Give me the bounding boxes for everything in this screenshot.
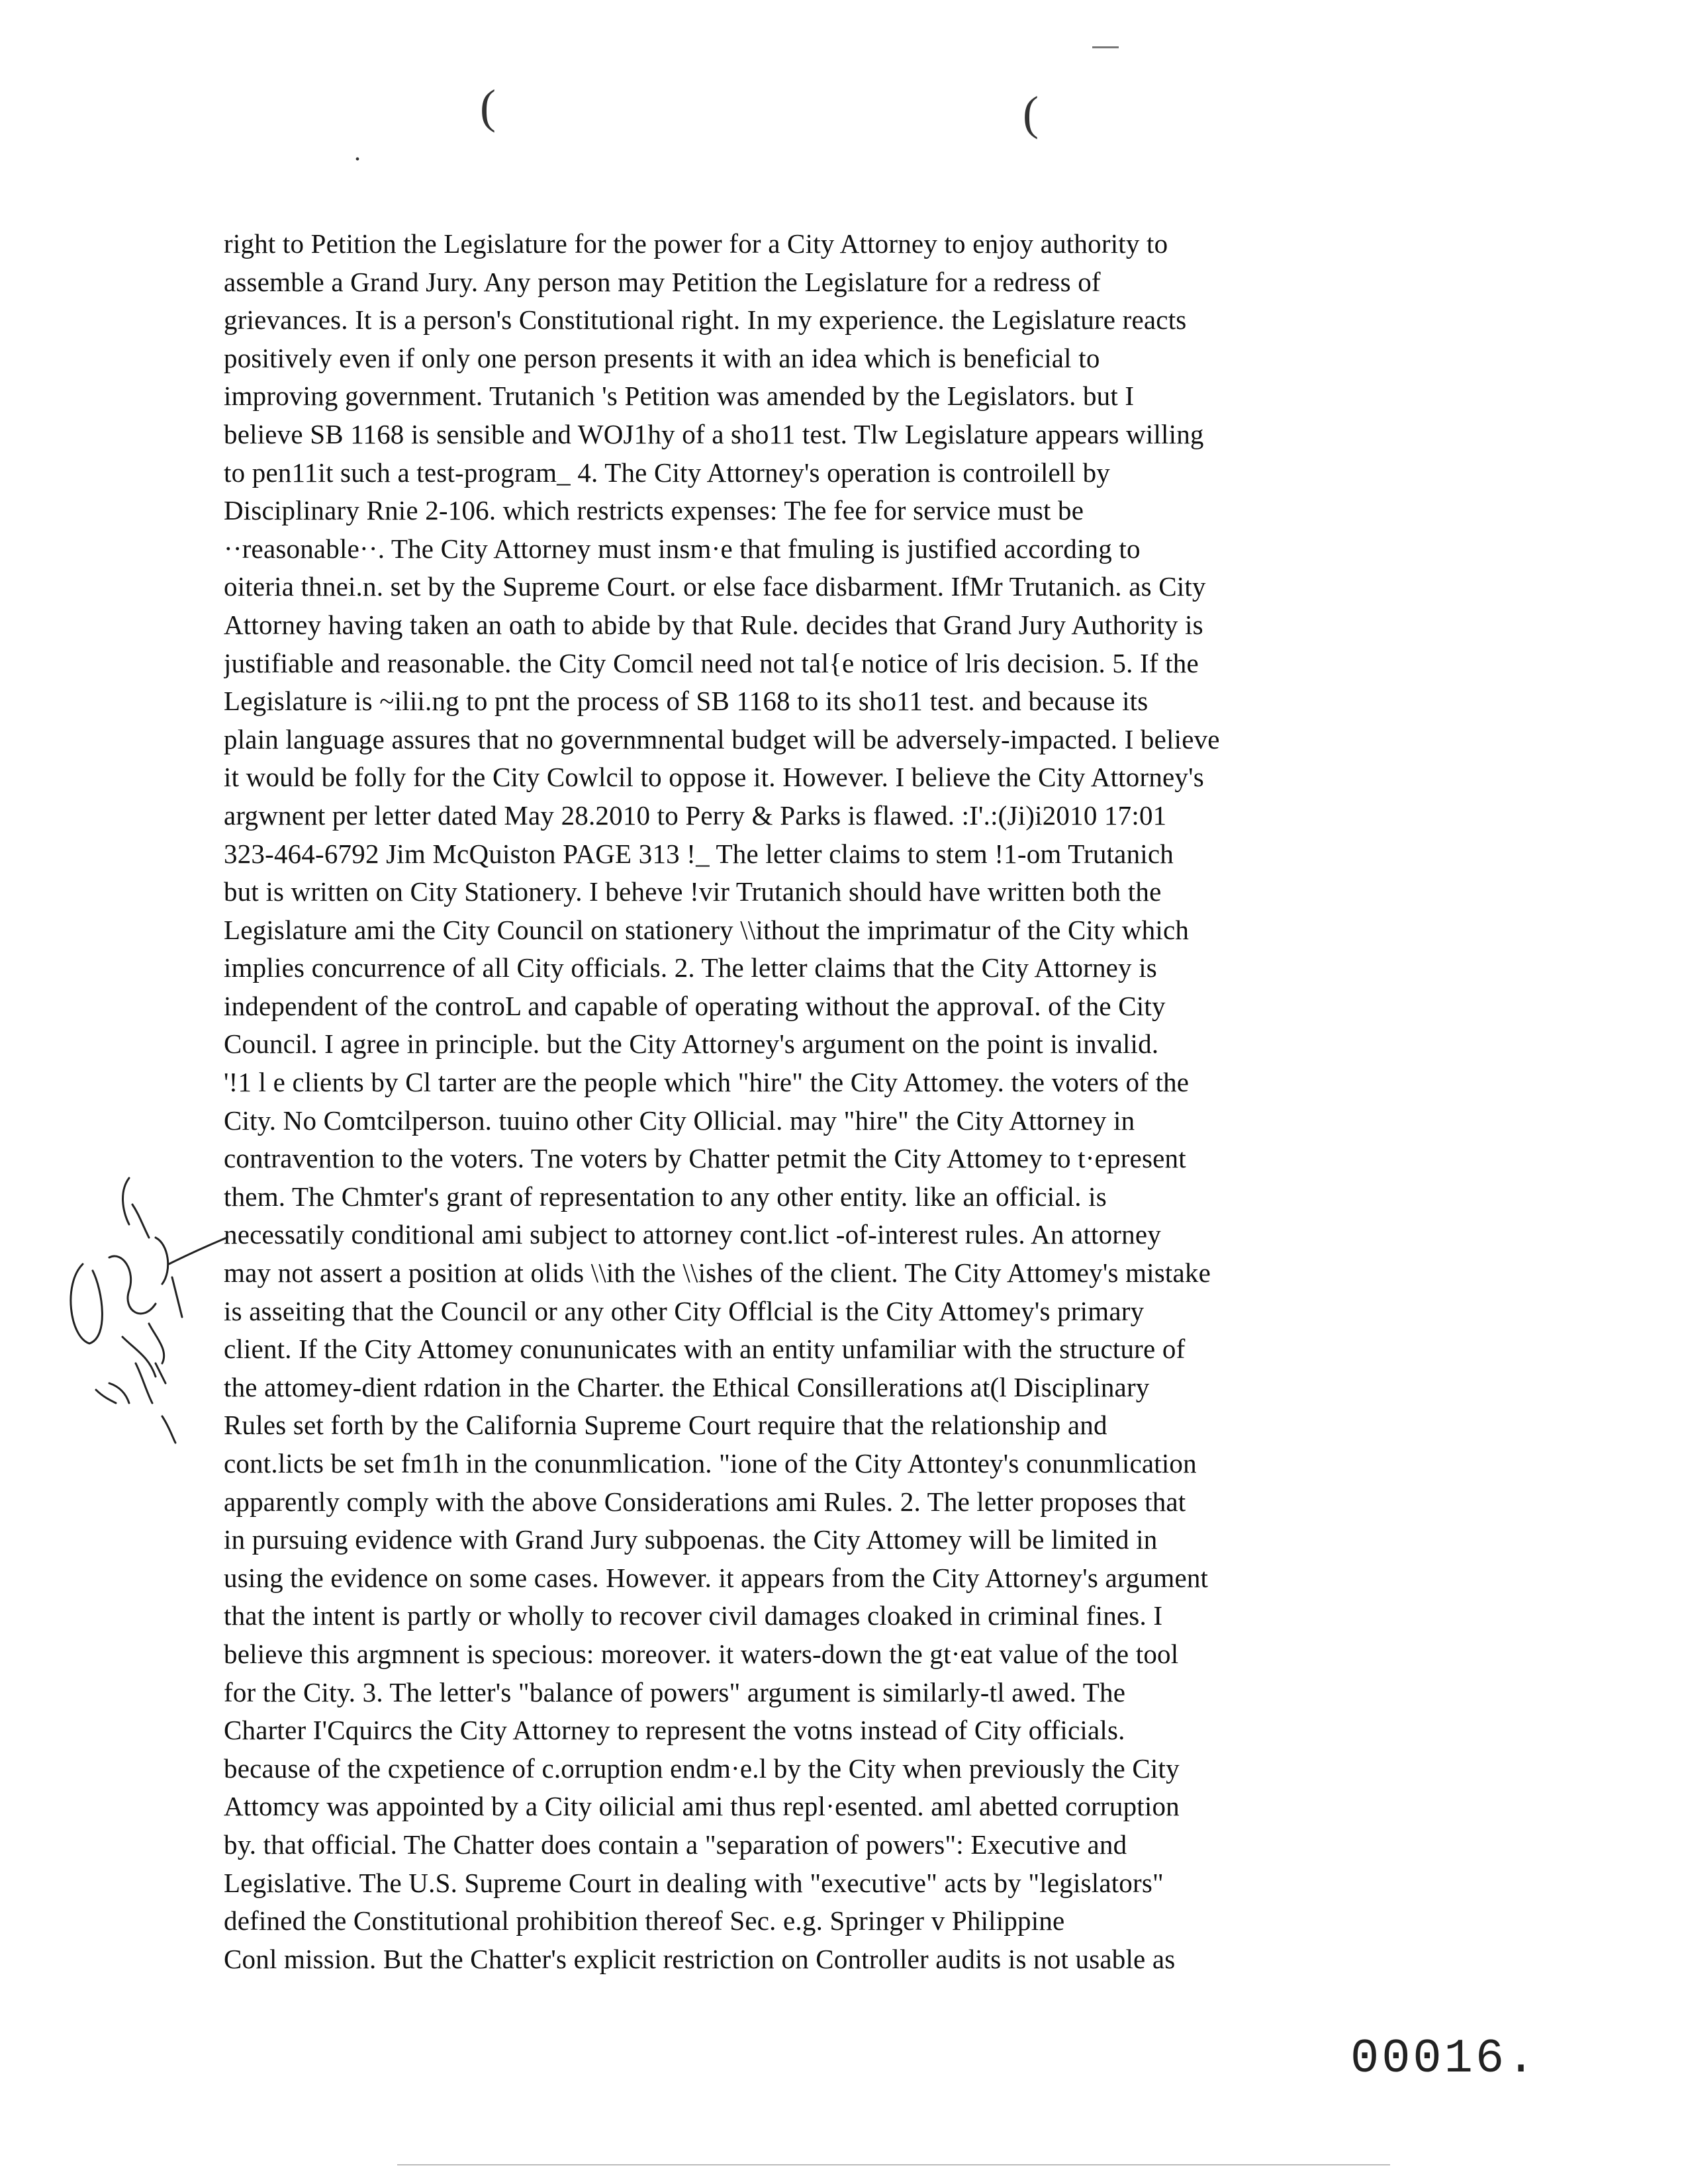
text-line: client. If the City Attomey conununicates with an entity unfamiliar with the structure of bbox=[224, 1334, 1186, 1365]
text-line: City. No Comtcilperson. tuuino other City Ollicial. may "hire" the City Attorney in bbox=[224, 1105, 1135, 1136]
text-line: that the intent is partly or wholly to recover civil damages cloaked in criminal fines. I bbox=[224, 1600, 1163, 1631]
text-line: Legislative. The U.S. Supreme Court in dealing with "executive" acts by "legislators" bbox=[224, 1867, 1164, 1898]
text-line: assemble a Grand Jury. Any person may Petition the Legislature for a redress of bbox=[224, 266, 1101, 297]
text-line: oiteria thnei.n. set by the Supreme Court. or else face disbarment. IfMr Trutanich. as City bbox=[224, 571, 1206, 602]
text-line: Legislature is ~ilii.ng to pnt the process of SB 1168 to its sho11 test. and because its bbox=[224, 686, 1149, 717]
text-line: argwnent per letter dated May 28.2010 to Perry & Parks is flawed. :I'.:(Ji)i2010 17:01 bbox=[224, 799, 1167, 831]
page-number: 00016. bbox=[1350, 2032, 1538, 2086]
left-parenthesis-mark: ( bbox=[480, 80, 496, 133]
text-line: Council. I agree in principle. but the City Attorney's argument on the point is invalid. bbox=[224, 1028, 1159, 1060]
text-line: right to Petition the Legislature for the power for a City Attorney to enjoy authority to bbox=[224, 228, 1168, 259]
scan-edge-line bbox=[397, 2164, 1390, 2165]
text-line: the attomey-dient rdation in the Charter. the Ethical Consillerations at(l Disciplinary bbox=[224, 1371, 1150, 1402]
text-line: ··reasonable··. The City Attorney must insm·e that fmuling is justified according to bbox=[224, 533, 1141, 564]
text-line: 323-464-6792 Jim McQuiston PAGE 313 !_ The letter claims to stem !1-om Trutanich bbox=[224, 838, 1174, 869]
text-line: but is written on City Stationery. I beheve !vir Trutanich should have written both the bbox=[224, 876, 1162, 907]
text-line: Conl mission. But the Chatter's explicit restriction on Controller audits is not usable as bbox=[224, 1943, 1176, 1974]
text-line: independent of the controL and capable of operating without the approvaI. of the City bbox=[224, 990, 1166, 1021]
text-line: may not assert a position at olids \\ith the \\ishes of the client. The City Attomey's mistake bbox=[224, 1257, 1211, 1289]
text-line: Legislature ami the City Council on stationery \\ithout the imprimatur of the City which bbox=[224, 914, 1190, 945]
text-line: to pen11it such a test-program_ 4. The City Attorney's operation is controilell by bbox=[224, 457, 1110, 488]
text-line: Attomcy was appointed by a City oilicial ami thus repl·esented. aml abetted corruption bbox=[224, 1791, 1180, 1822]
text-line: implies concurrence of all City officials. 2. The letter claims that the City Attorney is bbox=[224, 952, 1157, 983]
text-line: Disciplinary Rnie 2-106. which restricts expenses: The fee for service must be bbox=[224, 495, 1084, 526]
stray-dot-mark: . bbox=[354, 136, 361, 166]
text-line: positively even if only one person presents it with an idea which is beneficial to bbox=[224, 342, 1100, 373]
text-line: believe this argmnent is specious: moreover. it waters-down the gt·eat value of the tool bbox=[224, 1638, 1179, 1669]
text-line: it would be folly for the City Cowlcil to oppose it. However. I believe the City Attorney's bbox=[224, 762, 1204, 793]
text-line: defined the Constitutional prohibition thereof Sec. e.g. Springer v Philippine bbox=[224, 1905, 1065, 1936]
text-line: is asseiting that the Council or any other City Offlcial is the City Attomey's primary bbox=[224, 1295, 1145, 1326]
text-line: justifiable and reasonable. the City Comcil need not tal{e notice of lris decision. 5. If the bbox=[224, 647, 1199, 678]
text-line: '!1 l e clients by Cl tarter are the people which "hire" the City Attomey. the voters of the bbox=[224, 1067, 1190, 1098]
text-line: believe SB 1168 is sensible and WOJ1hy of a sho11 test. Tlw Legislature appears willing bbox=[224, 418, 1204, 449]
handwritten-annotation-icon bbox=[56, 1165, 228, 1482]
text-line: Charter I'Cquircs the City Attorney to represent the votns instead of City officials. bbox=[224, 1715, 1125, 1746]
text-line: for the City. 3. The letter's "balance of powers" argument is similarly-tl awed. The bbox=[224, 1676, 1126, 1707]
text-line: by. that official. The Chatter does contain a "separation of powers": Executive and bbox=[224, 1829, 1127, 1860]
text-line: grievances. It is a person's Constitutional right. In my experience. the Legislature reacts bbox=[224, 304, 1187, 336]
text-line: cont.licts be set fm1h in the conunmlication. "ione of the City Attontey's conunmlication bbox=[224, 1448, 1197, 1479]
text-line: in pursuing evidence with Grand Jury subpoenas. the City Attomey will be limited in bbox=[224, 1524, 1158, 1555]
text-line: necessatily conditional ami subject to attorney cont.lict -of-interest rules. An attorney bbox=[224, 1219, 1161, 1250]
right-parenthesis-mark: ( bbox=[1023, 87, 1039, 140]
text-line: apparently comply with the above Considerations ami Rules. 2. The letter proposes that bbox=[224, 1486, 1186, 1517]
text-line: using the evidence on some cases. However. it appears from the City Attorney's argument bbox=[224, 1562, 1209, 1593]
text-line: because of the cxpetience of c.orruption endm·e.l by the City when previously the City bbox=[224, 1752, 1180, 1784]
text-line: Attorney having taken an oath to abide by that Rule. decides that Grand Jury Authority is bbox=[224, 609, 1203, 640]
text-line: Rules set forth by the California Supreme Court require that the relationship and bbox=[224, 1410, 1107, 1441]
body-text bbox=[224, 225, 1409, 1978]
text-line: improving government. Trutanich 's Petition was amended by the Legislators. but I bbox=[224, 381, 1135, 412]
scan-mark bbox=[1092, 46, 1119, 48]
text-line: them. The Chmter's grant of representation to any other entity. like an official. is bbox=[224, 1181, 1107, 1212]
text-line: plain language assures that no governmnental budget will be adversely-impacted. I believe bbox=[224, 723, 1220, 754]
text-line: contravention to the voters. Tne voters by Chatter petmit the City Attomey to t·epresent bbox=[224, 1143, 1186, 1174]
